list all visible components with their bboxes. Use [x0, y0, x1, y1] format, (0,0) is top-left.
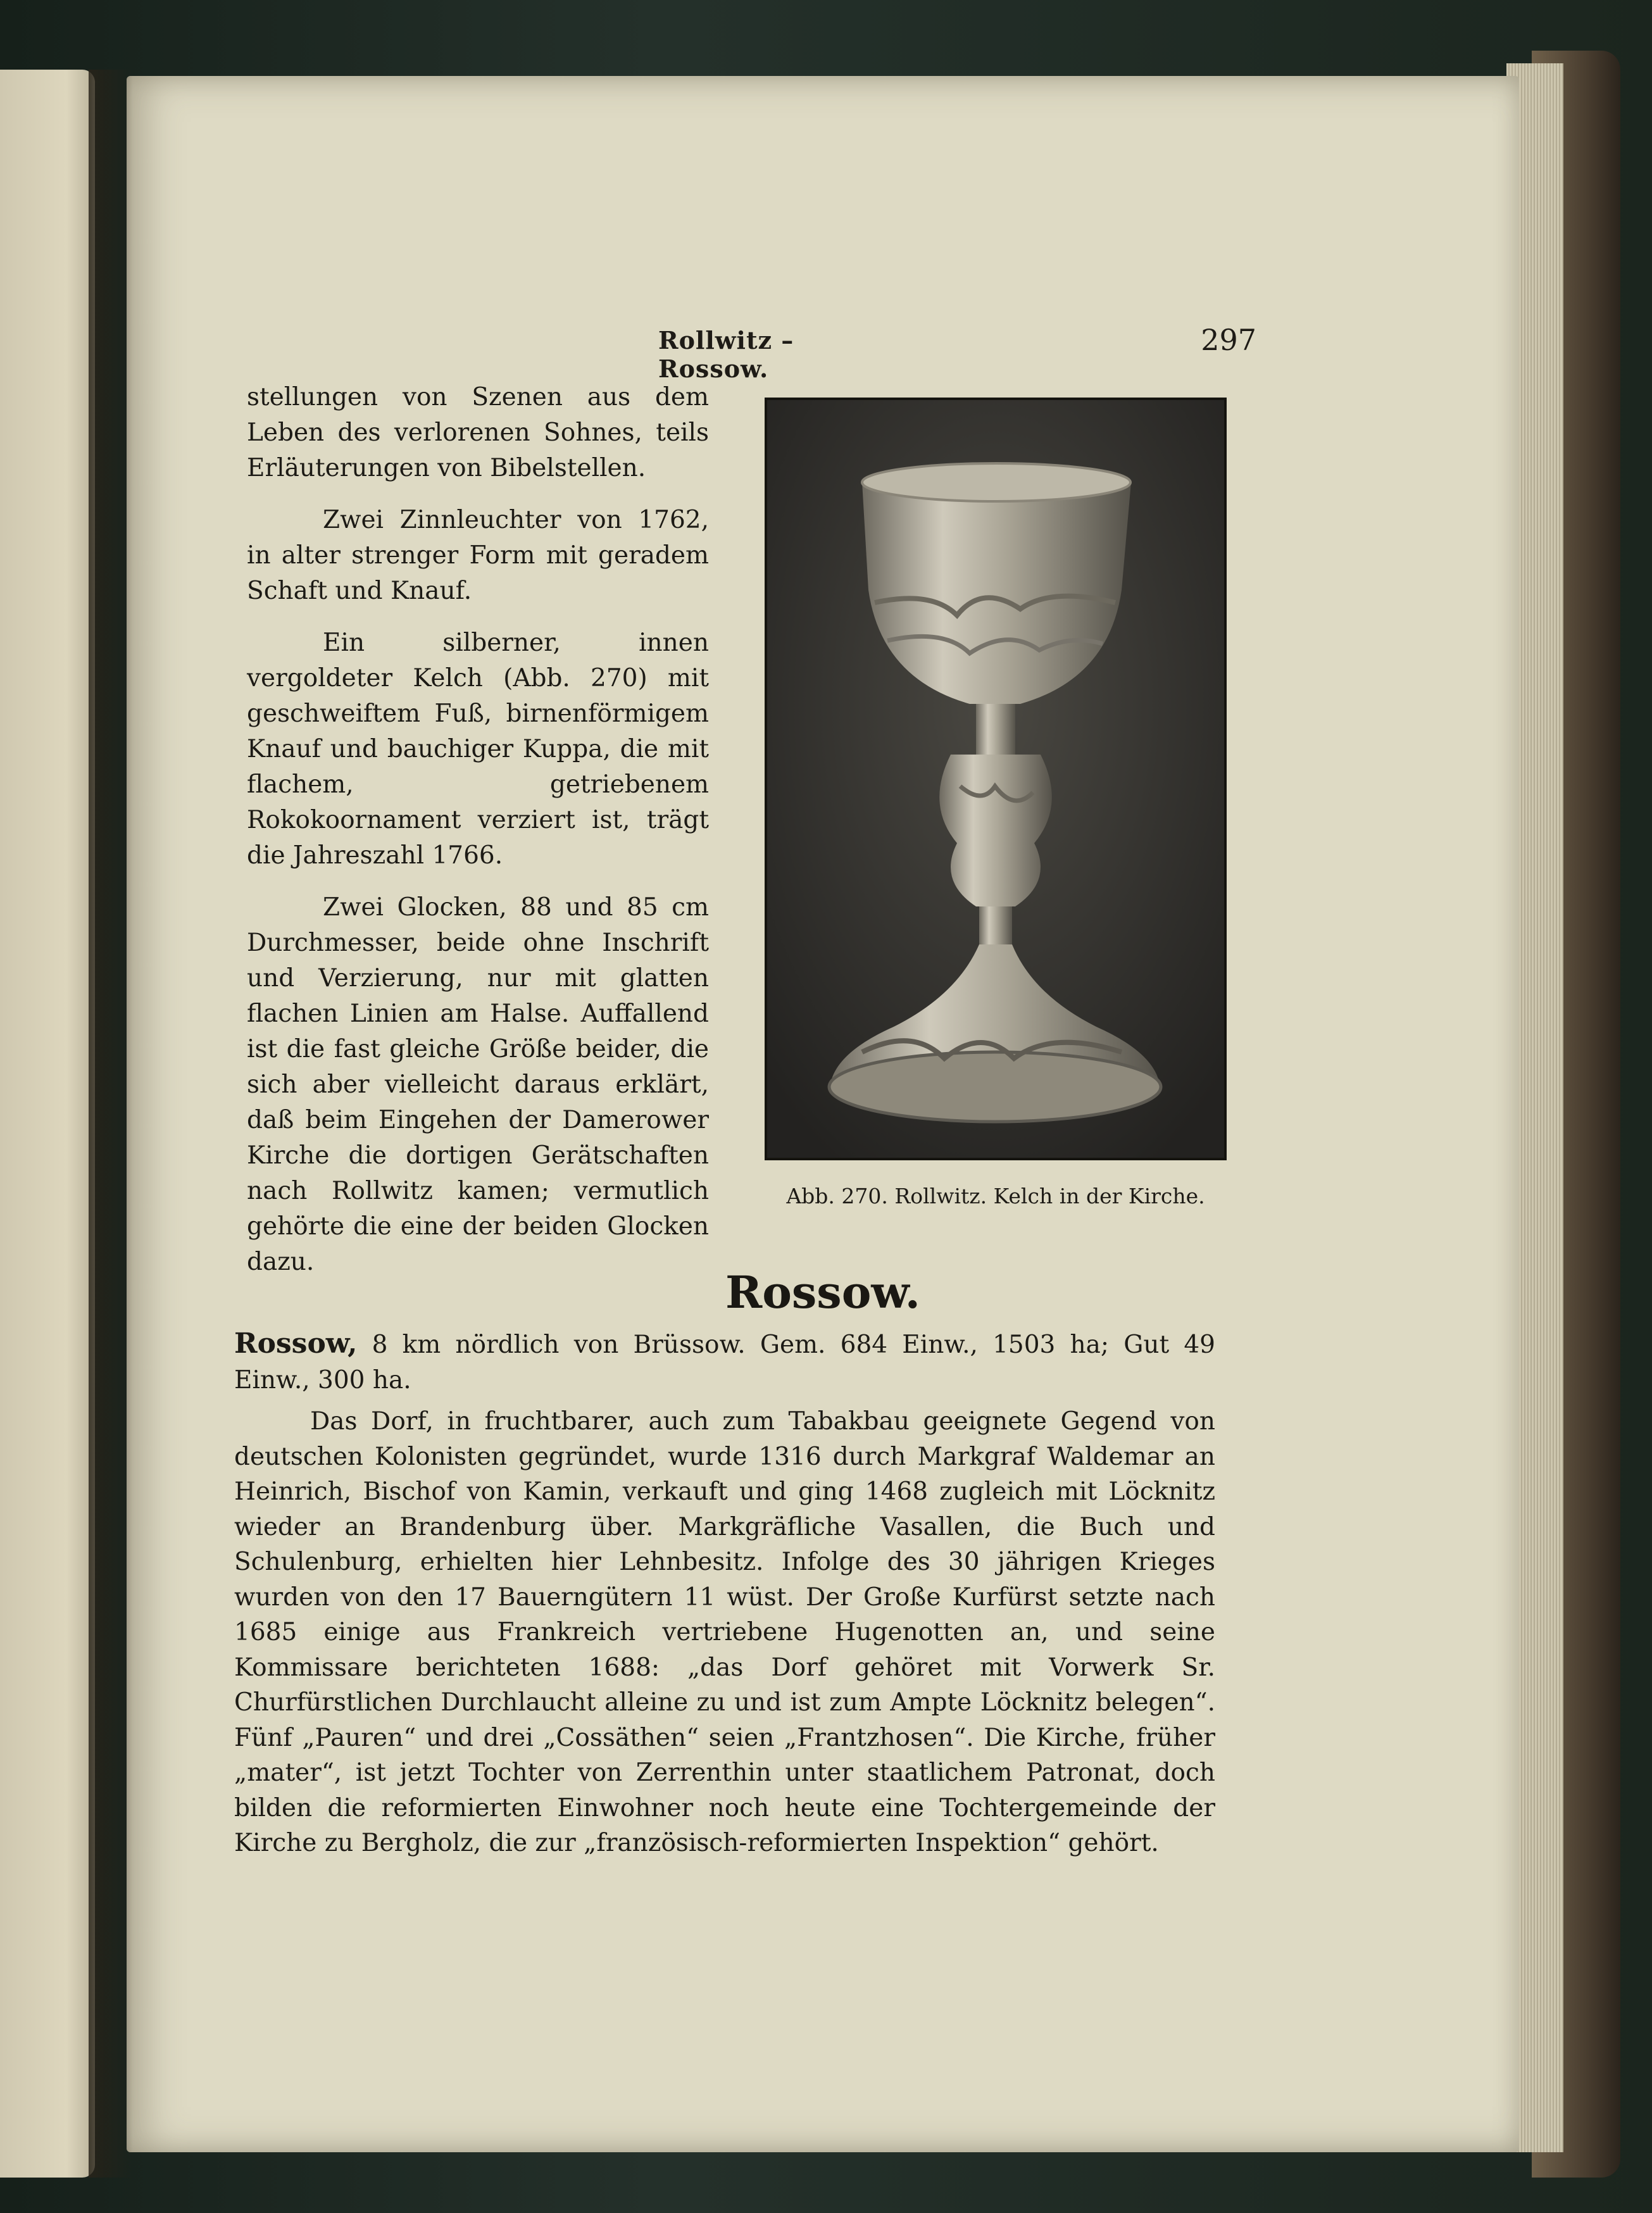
paragraph: stellungen von Szenen aus dem Leben des verlorenen Sohnes, teils Erläuterungen von Bibelstellen. — [247, 383, 709, 482]
chalice-illustration — [767, 400, 1224, 1158]
paragraph: Ein silberner, innen vergoldeter Kelch (Abb. 270) mit geschweiftem Fuß, birnenförmigem Knauf und bauchiger Kuppa, die mit flachem, getriebenem Rokokoornament verziert ist, trägt die Jahreszahl 1766. — [247, 629, 709, 870]
section-intro — [234, 1326, 1215, 1398]
section-heading: Rossow. — [725, 1266, 920, 1319]
page-number: 297 — [1201, 323, 1256, 357]
paragraph: Das Dorf, in fruchtbarer, auch zum Tabakbau geeignete Gegend von deutschen Kolonisten gegründet, wurde 1316 durch Markgraf Waldemar an Heinrich, Bischof von Kamin, verkauft und ging 1468 zugleich mit Löcknitz wieder an Brandenburg über. Markgräfliche Vasallen, die Buch und Schulenburg, erhielten hier Lehnbesitz. Infolge des 30 jährigen Krieges wurden von den 17 Bauerngütern 11 wüst. Der Große Kurfürst setzte nach 1685 einige aus Frankreich vertriebene Hugenotten an, und seine Kommissare berichteten 1688: „das Dorf gehöret mit Vorwerk Sr. Churfürstlichen Durchlaucht alleine zu und ist zum Ampte Löcknitz belegen“. Fünf „Pauren“ und drei „Cossäthen“ seien „Frantzhosen“. Die Kirche, früher „mater“, ist jetzt Tochter von Zerrenthin unter staatlichem Patronat, doch bilden die reformierten Einwohner noch heute eine Tochtergemeinde der Kirche zu Bergholz, die zur „französisch-reformierten Inspektion“ gehört. — [234, 1407, 1215, 1857]
section-body — [234, 1326, 1215, 1867]
facing-page-edge — [0, 70, 95, 2178]
spine-shadow — [89, 70, 133, 2178]
paragraph: Zwei Zinnleuchter von 1762, in alter strenger Form mit geradem Schaft und Knauf. — [247, 506, 709, 605]
paragraph: Zwei Glocken, 88 und 85 cm Durchmesser, beide ohne Inschrift und Verzierung, nur mit glatten flachen Linien am Halse. Auffallend ist die fast gleiche Größe beider, die sich aber vielleicht daraus erklärt, daß beim Eingehen der Damerower Kirche die dortigen Gerätschaften nach Rollwitz kamen; vermutlich gehörte die eine der beiden Glocken dazu. — [247, 893, 709, 1276]
chalice-photograph — [765, 398, 1227, 1160]
intro-text: 8 km nördlich von Brüssow. Gem. 684 Einw., 1503 ha; Gut 49 Einw., 300 ha. — [234, 1331, 1215, 1395]
running-header: Rollwitz – Rossow. — [658, 326, 794, 383]
left-column-text — [247, 380, 709, 1296]
figure-caption: Abb. 270. Rollwitz. Kelch in der Kirche. — [786, 1184, 1205, 1208]
lead-word: Rossow, — [234, 1327, 358, 1360]
